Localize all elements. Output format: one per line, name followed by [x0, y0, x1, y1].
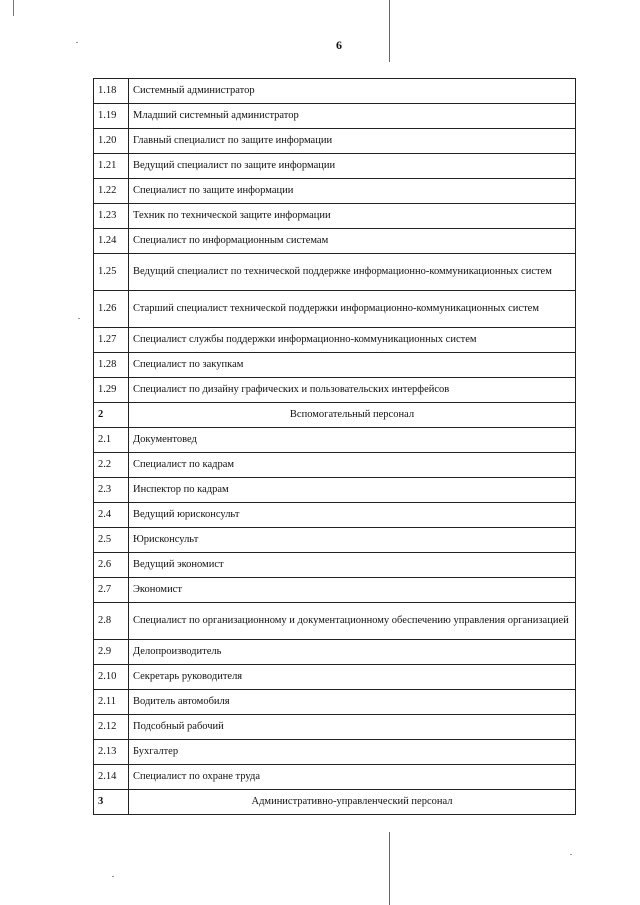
section-number: 3 [94, 790, 129, 815]
table-row [94, 229, 576, 254]
section-title: Вспомогательный персонал [129, 403, 576, 428]
position-title: Младший системный администратор [129, 104, 576, 129]
position-title: Техник по технической защите информации [129, 204, 576, 229]
table-row [94, 254, 576, 291]
table-row [94, 378, 576, 403]
scan-artifact-dot [570, 854, 572, 855]
position-title: Ведущий экономист [129, 553, 576, 578]
row-number: 1.21 [94, 154, 129, 179]
section-number: 2 [94, 403, 129, 428]
row-number: 2.1 [94, 428, 129, 453]
row-number: 2.6 [94, 553, 129, 578]
row-number: 1.23 [94, 204, 129, 229]
table-row [94, 528, 576, 553]
position-title: Документовед [129, 428, 576, 453]
position-title: Ведущий юрисконсульт [129, 503, 576, 528]
row-number: 2.9 [94, 640, 129, 665]
position-title: Юрисконсульт [129, 528, 576, 553]
section-header-row [94, 403, 576, 428]
table-row [94, 179, 576, 204]
position-title: Экономист [129, 578, 576, 603]
table-row [94, 740, 576, 765]
table-row [94, 503, 576, 528]
scan-artifact-dot [78, 318, 80, 319]
table-row [94, 553, 576, 578]
position-title: Бухгалтер [129, 740, 576, 765]
table-row [94, 665, 576, 690]
row-number: 1.25 [94, 254, 129, 291]
position-title: Специалист по закупкам [129, 353, 576, 378]
table-row [94, 328, 576, 353]
position-title: Водитель автомобиля [129, 690, 576, 715]
row-number: 1.28 [94, 353, 129, 378]
row-number: 2.5 [94, 528, 129, 553]
table-row [94, 428, 576, 453]
table-row [94, 79, 576, 104]
row-number: 2.10 [94, 665, 129, 690]
row-number: 1.18 [94, 79, 129, 104]
row-number: 2.2 [94, 453, 129, 478]
row-number: 2.3 [94, 478, 129, 503]
row-number: 2.11 [94, 690, 129, 715]
row-number: 2.7 [94, 578, 129, 603]
position-title: Специалист по дизайну графических и пользовательских интерфейсов [129, 378, 576, 403]
row-number: 1.26 [94, 291, 129, 328]
table-row [94, 690, 576, 715]
position-title: Специалист по кадрам [129, 453, 576, 478]
position-title: Специалист по информационным системам [129, 229, 576, 254]
table-row [94, 104, 576, 129]
table-row [94, 578, 576, 603]
position-title: Системный администратор [129, 79, 576, 104]
table-row [94, 765, 576, 790]
position-title: Ведущий специалист по технической поддержке информационно-коммуникационных систем [129, 254, 576, 291]
table-row [94, 154, 576, 179]
row-number: 2.4 [94, 503, 129, 528]
table-row [94, 640, 576, 665]
position-title: Главный специалист по защите информации [129, 129, 576, 154]
position-title: Старший специалист технической поддержки информационно-коммуникационных систем [129, 291, 576, 328]
position-title: Специалист по организационному и документационному обеспечению управления организацией [129, 603, 576, 640]
section-title: Административно-управленческий персонал [129, 790, 576, 815]
position-title: Специалист по охране труда [129, 765, 576, 790]
staff-positions-table [93, 78, 576, 815]
position-title: Специалист по защите информации [129, 179, 576, 204]
row-number: 2.12 [94, 715, 129, 740]
position-title: Специалист службы поддержки информационно-коммуникационных систем [129, 328, 576, 353]
row-number: 1.19 [94, 104, 129, 129]
row-number: 2.14 [94, 765, 129, 790]
table-row [94, 603, 576, 640]
page-number: 6 [336, 38, 342, 52]
table-row [94, 478, 576, 503]
position-title: Ведущий специалист по защите информации [129, 154, 576, 179]
row-number: 2.8 [94, 603, 129, 640]
row-number: 1.27 [94, 328, 129, 353]
row-number: 1.20 [94, 129, 129, 154]
position-title: Подсобный рабочий [129, 715, 576, 740]
scan-artifact-line [389, 832, 390, 905]
row-number: 1.24 [94, 229, 129, 254]
table-row [94, 715, 576, 740]
position-title: Секретарь руководителя [129, 665, 576, 690]
row-number: 1.22 [94, 179, 129, 204]
position-title: Инспектор по кадрам [129, 478, 576, 503]
table-row [94, 353, 576, 378]
table-row [94, 204, 576, 229]
table-row [94, 453, 576, 478]
scan-artifact-dot [112, 876, 114, 877]
table-row [94, 129, 576, 154]
table-row [94, 291, 576, 328]
section-header-row [94, 790, 576, 815]
scan-artifact-line [13, 0, 14, 16]
position-title: Делопроизводитель [129, 640, 576, 665]
row-number: 1.29 [94, 378, 129, 403]
row-number: 2.13 [94, 740, 129, 765]
